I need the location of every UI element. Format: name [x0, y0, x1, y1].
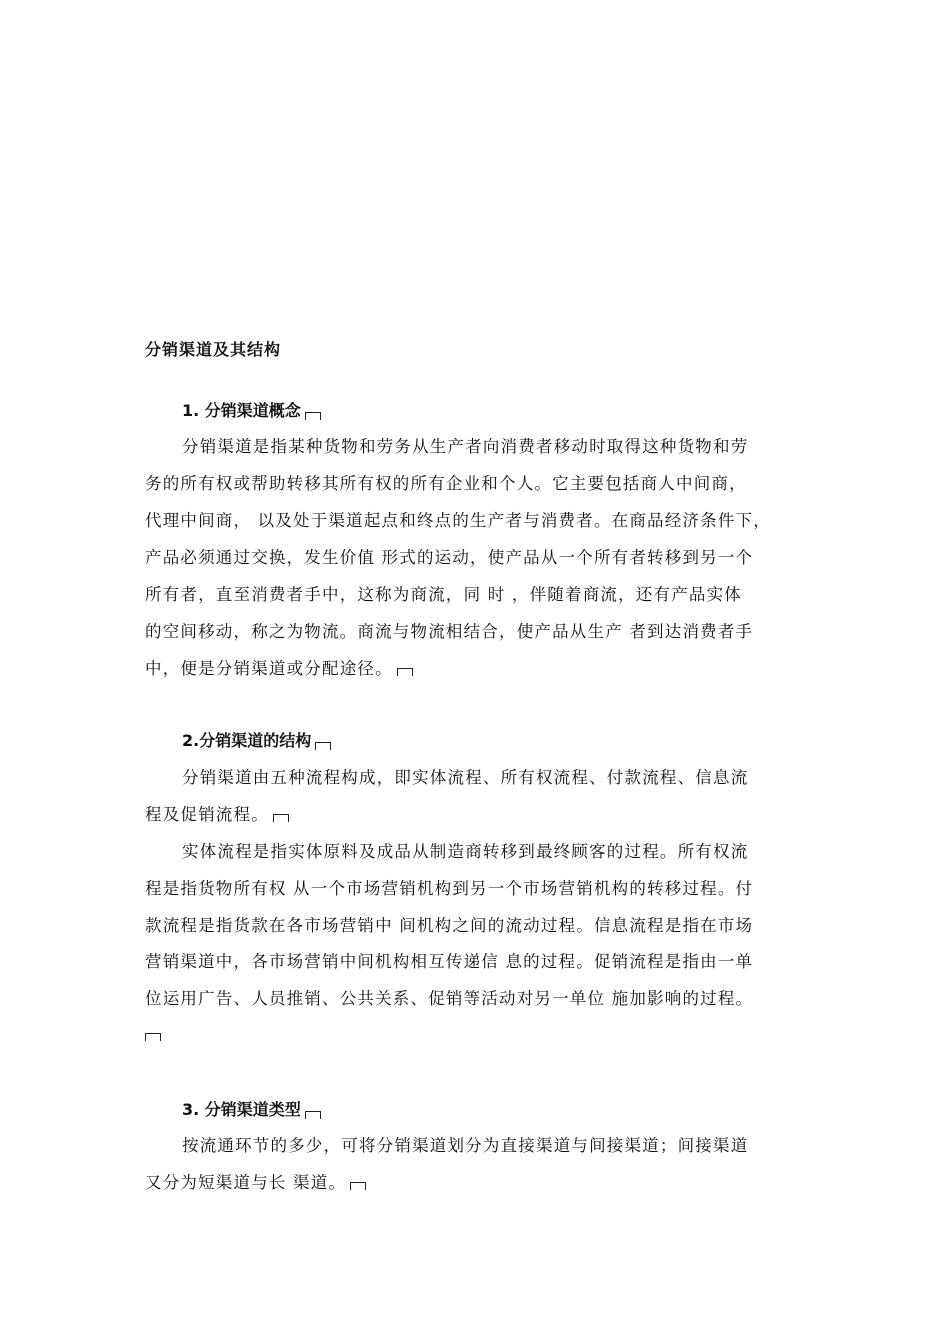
section-3-heading-text: 3. 分销渠道类型	[182, 1100, 301, 1119]
paragraph-line: 产品必须通过交换，发生价值 形式的运动，使产品从一个所有者转移到另一个	[145, 548, 754, 567]
paragraph-line: 代理中间商， 以及处于渠道起点和终点的生产者与消费者。在商品经济条件下，	[145, 511, 771, 530]
paragraph-mark-icon	[145, 1033, 161, 1041]
paragraph-mark-icon	[273, 814, 289, 822]
paragraph-line	[145, 1024, 161, 1043]
paragraph-mark-icon	[305, 1111, 321, 1119]
paragraph-line	[145, 801, 289, 825]
paragraph-mark-icon	[397, 668, 413, 676]
section-3-heading	[182, 1097, 321, 1120]
section-2-heading-text: 2.分销渠道的结构	[182, 731, 312, 750]
paragraph-line-text: 程及促销流程。	[145, 805, 269, 824]
document-title: 分销渠道及其结构	[145, 340, 282, 359]
paragraph-line: 分销渠道由五种流程构成，即实体流程、所有权流程、付款流程、信息流	[182, 768, 749, 787]
paragraph-line: 务的所有权或帮助转移其所有权的所有企业和个人。它主要包括商人中间商，	[145, 474, 747, 493]
paragraph-line: 按流通环节的多少，可将分销渠道划分为直接渠道与间接渠道；间接渠道	[182, 1136, 749, 1155]
paragraph-line: 营销渠道中，各市场营销中间机构相互传递信 息的过程。促销流程是指由一单	[145, 952, 754, 971]
paragraph-line	[145, 1169, 366, 1193]
paragraph-line: 程是指货物所有权 从一个市场营销机构到另一个市场营销机构的转移过程。付	[145, 879, 754, 898]
paragraph-line-text: 又分为短渠道与长 渠道。	[145, 1173, 347, 1192]
paragraph-line: 实体流程是指实体原料及成品从制造商转移到最终顾客的过程。所有权流	[182, 842, 749, 861]
paragraph-mark-icon	[350, 1182, 366, 1190]
section-2-heading	[182, 728, 331, 751]
paragraph-line: 位运用广告、人员推销、公共关系、促销等活动对另一单位 施加影响的过程。	[145, 989, 754, 1008]
section-1-heading	[182, 398, 321, 421]
paragraph-mark-icon	[305, 412, 321, 420]
paragraph-line: 的空间移动，称之为物流。商流与物流相结合，使产品从生产 者到达消费者手	[145, 622, 754, 641]
section-1-heading-text: 1. 分销渠道概念	[182, 401, 301, 420]
paragraph-line: 款流程是指货款在各市场营销中 间机构之间的流动过程。信息流程是指在市场	[145, 916, 754, 935]
paragraph-line: 分销渠道是指某种货物和劳务从生产者向消费者移动时取得这种货物和劳	[182, 437, 749, 456]
paragraph-mark-icon	[315, 742, 331, 750]
paragraph-line	[145, 655, 413, 679]
paragraph-line: 所有者，直至消费者手中，这称为商流，同 时 ，伴随着商流，还有产品实体	[145, 585, 742, 604]
paragraph-line-text: 中，便是分销渠道或分配途径。	[145, 659, 393, 678]
